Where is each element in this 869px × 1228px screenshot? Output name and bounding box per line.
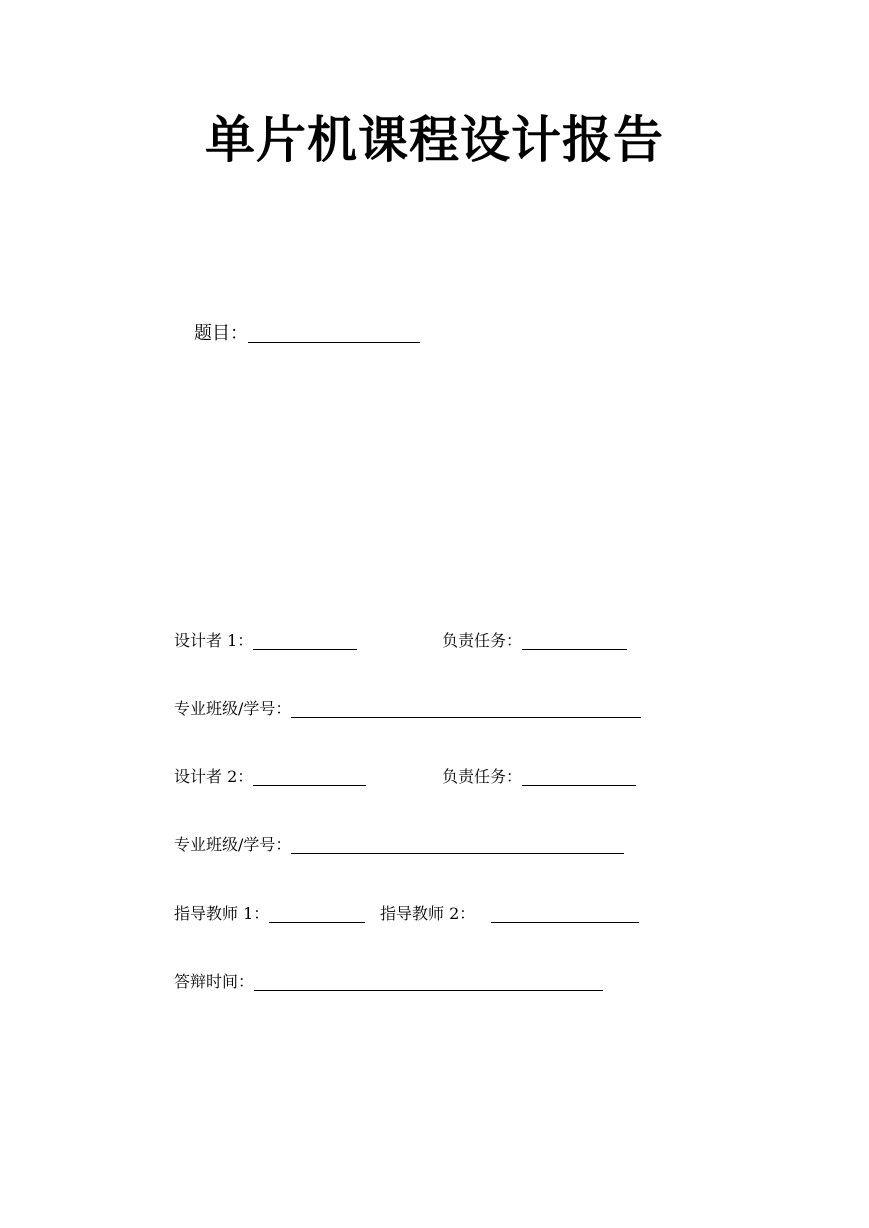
advisor2-label: 指导教师 2： <box>380 904 476 923</box>
defense-time-blank[interactable] <box>254 970 603 991</box>
major2-field <box>174 833 624 855</box>
major1-field <box>174 697 641 719</box>
designer1-blank[interactable] <box>253 629 357 650</box>
topic-label: 题目： <box>194 323 248 344</box>
task2-label: 负责任务： <box>442 767 523 786</box>
major1-blank[interactable] <box>291 697 641 718</box>
major1-label: 专业班级/学号： <box>174 699 292 718</box>
advisor1-blank[interactable] <box>269 902 365 923</box>
designer1-field <box>174 629 357 651</box>
advisor2-field <box>380 902 639 924</box>
defense-time-field <box>174 970 603 992</box>
task1-field <box>442 629 627 651</box>
designer2-blank[interactable] <box>253 765 366 786</box>
task1-blank[interactable] <box>522 629 627 650</box>
advisor2-blank[interactable] <box>491 902 639 923</box>
designer2-label: 设计者 2： <box>174 767 254 786</box>
designer2-field <box>174 765 366 787</box>
advisor1-field <box>174 902 365 924</box>
designer1-label: 设计者 1： <box>174 631 254 650</box>
major2-label: 专业班级/学号： <box>174 835 292 854</box>
topic-blank[interactable] <box>248 322 420 343</box>
advisor1-label: 指导教师 1： <box>174 904 270 923</box>
topic-field <box>194 322 420 344</box>
page-title: 单片机课程设计报告 <box>205 111 664 169</box>
task1-label: 负责任务： <box>442 631 523 650</box>
defense-time-label: 答辩时间： <box>174 972 255 991</box>
task2-field <box>442 765 636 787</box>
major2-blank[interactable] <box>291 833 624 854</box>
task2-blank[interactable] <box>522 765 636 786</box>
